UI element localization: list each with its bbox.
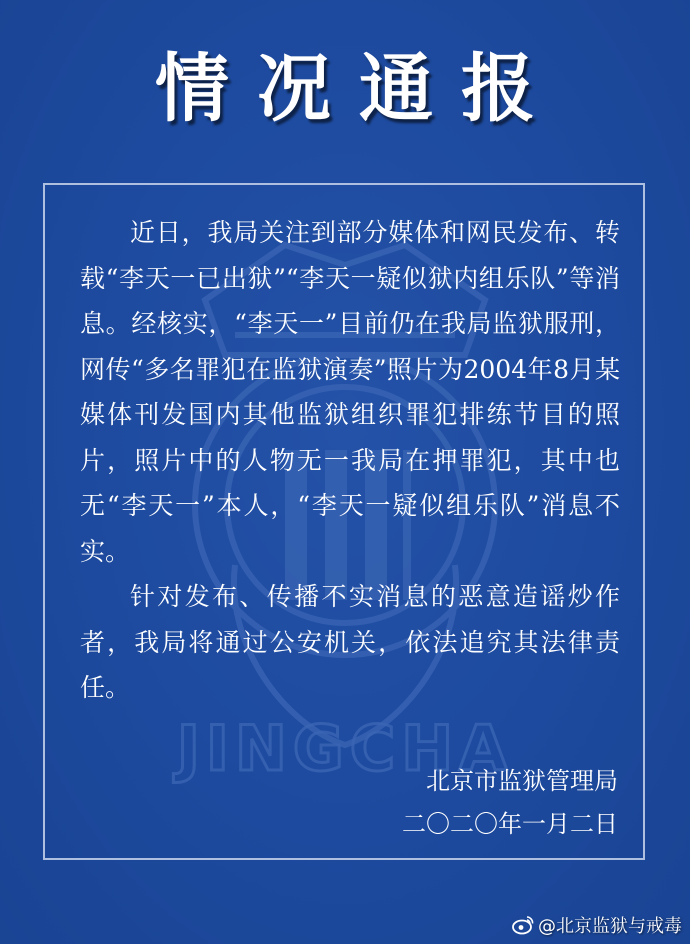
weibo-icon: [512, 915, 534, 935]
paragraph: 近日，我局关注到部分媒体和网民发布、转载“李天一已出狱”“李天一疑似狱内组乐队”等消息。经核实，“李天一”目前仍在我局监狱服刑，网传“多名罪犯在监狱演奏”照片为2004年8月某媒体刊发国内其他监狱组织罪犯排练节目的照片，照片中的人物无一我局在押罪犯，其中也无“李天一”本人，“李天一疑似组乐队”消息不实。: [80, 218, 620, 566]
emblem-text: JINGCHA: [176, 712, 514, 785]
notice-body: [80, 210, 620, 711]
watermark-text: @北京监狱与戒毒: [538, 916, 682, 937]
issue-date: 二〇二〇年一月二日: [402, 810, 618, 838]
paragraph: 针对发布、传播不实消息的恶意造谣炒作者，我局将通过公安机关，依法追究其法律责任。: [80, 582, 620, 702]
weibo-watermark: [512, 912, 682, 938]
page-title: 情况通报: [155, 46, 563, 132]
signature-block: [402, 760, 618, 846]
issuer-name: 北京市监狱管理局: [426, 767, 618, 795]
